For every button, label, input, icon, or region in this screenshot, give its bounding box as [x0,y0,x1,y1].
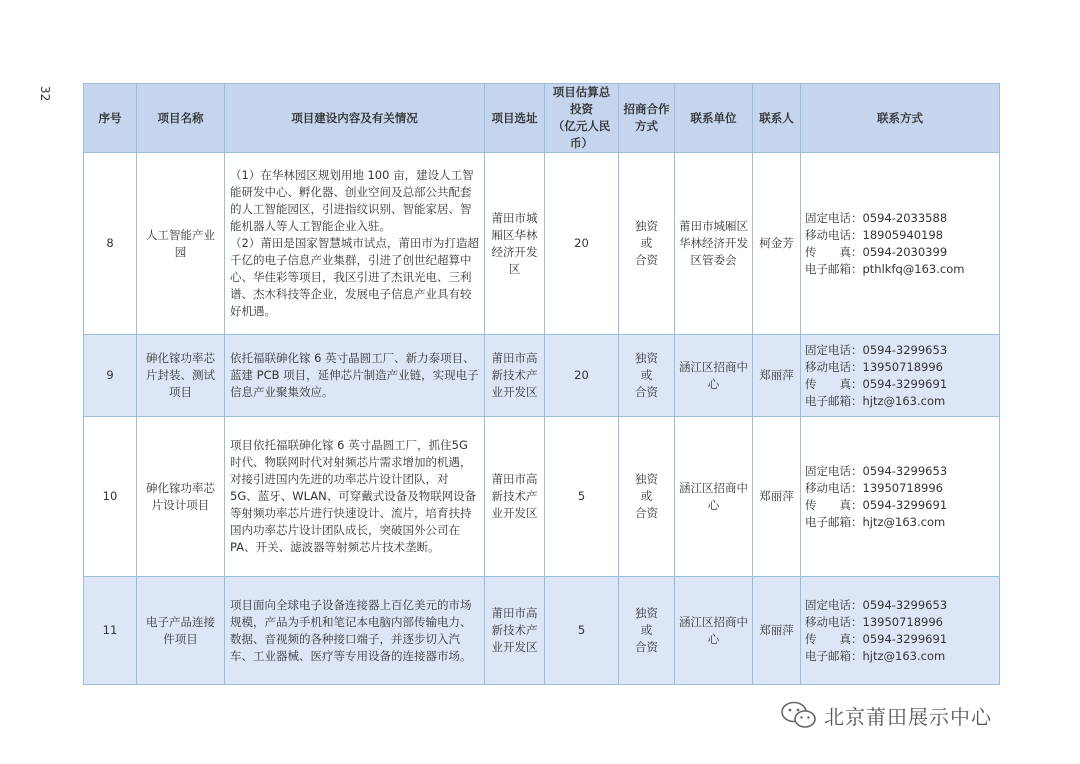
row-person: 郑丽萍 [753,577,801,685]
watermark [780,700,992,730]
header-investment: 项目估算总 投资 （亿元人民币） [545,84,619,153]
header-name: 项目名称 [137,84,225,153]
row-location: 莆田市城 厢区华林 经济开发 区 [485,153,545,335]
row-name: 砷化镓功率芯 片封装、测试 项目 [137,335,225,417]
table-row [84,417,1000,577]
row-desc: 依托福联砷化镓 6 英寸晶圆工厂、新力泰项目、蓝建 PCB 项目，延伸芯片制造产业链，实现电子信息产业聚集效应。 [225,335,485,417]
row-investment: 5 [545,417,619,577]
header-location: 项目选址 [485,84,545,153]
table-header-row [84,84,1000,153]
row-no: 8 [84,153,137,335]
wechat-icon [780,700,818,730]
row-unit: 涵江区招商中 心 [675,335,753,417]
row-mode: 独资 或 合资 [619,153,675,335]
page-number: 32 [38,86,52,102]
row-unit: 涵江区招商中 心 [675,417,753,577]
header-mode: 招商合作 方式 [619,84,675,153]
header-contact: 联系方式 [801,84,1000,153]
row-contact: 固定电话：0594-2033588 移动电话：18905940198 传 真：0594-2030399 电子邮箱：pthlkfq@163.com [801,153,1000,335]
row-investment: 20 [545,153,619,335]
header-no: 序号 [84,84,137,153]
projects-table [83,83,1000,685]
row-desc: （1）在华林园区规划用地 100 亩，建设人工智能研发中心、孵化器、创业空间及总部公共配套的人工智能园区，引进指纹识别、智能家居、智能机器人等人工智能企业入驻。 （2）莆田是国家智慧城市试点，莆田市为打造超千亿的电子信息产业集群，引进了创世纪超算中心、华佳彩等项目，我区引进了杰讯光电、三利谱、杰木科技等企业，发展电子信息产业具有较好机遇。 [225,153,485,335]
row-no: 9 [84,335,137,417]
row-mode: 独资 或 合资 [619,417,675,577]
row-contact: 固定电话：0594-3299653 移动电话：13950718996 传 真：0594-3299691 电子邮箱：hjtz@163.com [801,335,1000,417]
row-name: 电子产品连接 件项目 [137,577,225,685]
row-person: 郑丽萍 [753,335,801,417]
header-unit: 联系单位 [675,84,753,153]
row-no: 11 [84,577,137,685]
row-unit: 涵江区招商中 心 [675,577,753,685]
row-no: 10 [84,417,137,577]
header-desc: 项目建设内容及有关情况 [225,84,485,153]
row-name: 砷化镓功率芯 片设计项目 [137,417,225,577]
row-unit: 莆田市城厢区 华林经济开发 区管委会 [675,153,753,335]
row-person: 郑丽萍 [753,417,801,577]
row-desc: 项目依托福联砷化镓 6 英寸晶圆工厂，抓住5G 时代、物联网时代对射频芯片需求增加的机遇，对接引进国内先进的功率芯片设计团队，对 5G、蓝牙、WLAN、可穿戴式设备及物联网设备等射频功率芯片进行快速设计、流片，培育扶持国内功率芯片设计团队成长，突破国外公司在 PA、开关、滤波器等射频芯片技术垄断。 [225,417,485,577]
watermark-text: 北京莆田展示中心 [824,704,992,729]
row-location: 莆田市高 新技术产 业开发区 [485,335,545,417]
row-mode: 独资 或 合资 [619,335,675,417]
row-contact: 固定电话：0594-3299653 移动电话：13950718996 传 真：0594-3299691 电子邮箱：hjtz@163.com [801,417,1000,577]
row-contact: 固定电话：0594-3299653 移动电话：13950718996 传 真：0594-3299691 电子邮箱：hjtz@163.com [801,577,1000,685]
row-investment: 20 [545,335,619,417]
header-person: 联系人 [753,84,801,153]
row-name: 人工智能产业 园 [137,153,225,335]
table-row [84,577,1000,685]
row-person: 柯金芳 [753,153,801,335]
row-location: 莆田市高 新技术产 业开发区 [485,577,545,685]
table-row [84,335,1000,417]
table-row [84,153,1000,335]
row-location: 莆田市高 新技术产 业开发区 [485,417,545,577]
row-desc: 项目面向全球电子设备连接器上百亿美元的市场规模，产品为手机和笔记本电脑内部传输电力、数据、音视频的各种接口端子，并逐步切入汽车、工业器械、医疗等专用设备的连接器市场。 [225,577,485,685]
row-mode: 独资 或 合资 [619,577,675,685]
row-investment: 5 [545,577,619,685]
